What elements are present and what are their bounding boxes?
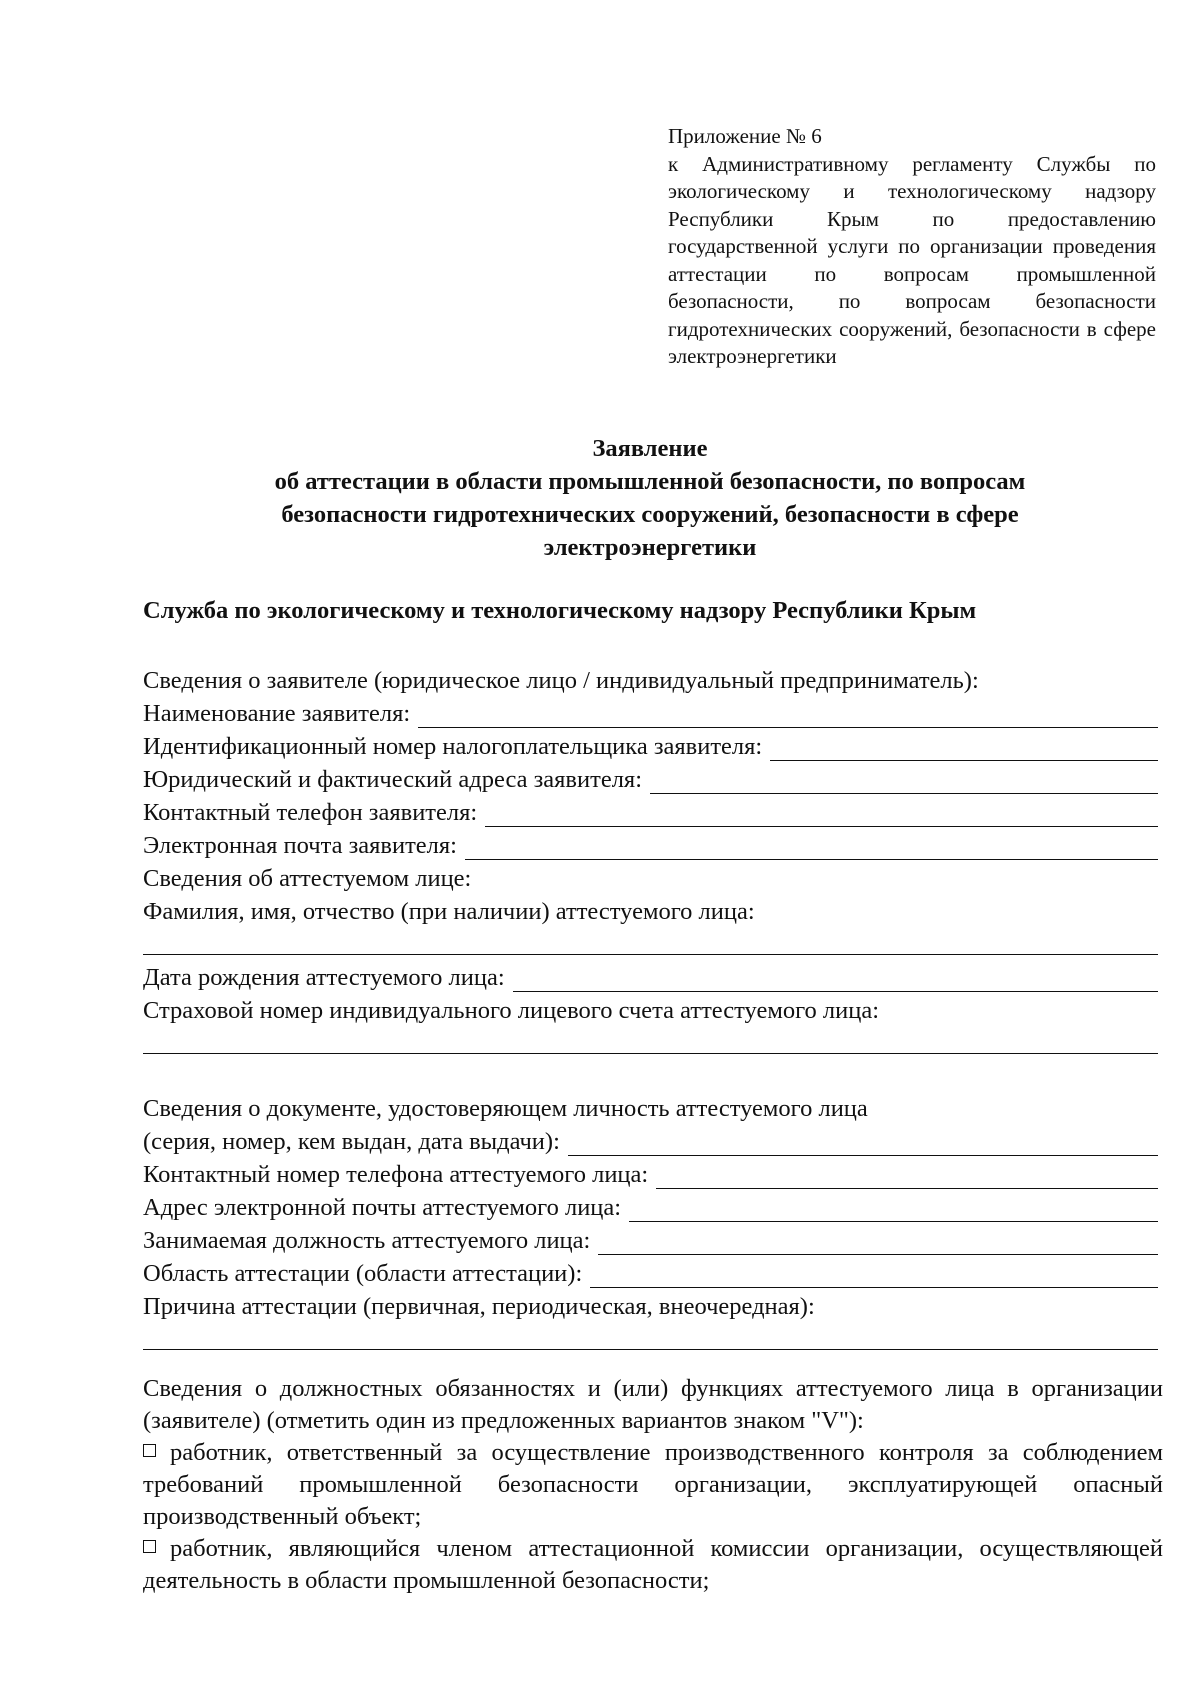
title-line-4: электроэнергетики — [543, 534, 757, 561]
applicant-heading-text: Сведения о заявителе (юридическое лицо / индивидуальный предприниматель): — [143, 667, 979, 694]
person-area-blank[interactable] — [590, 1265, 1158, 1288]
applicant-address-field[interactable] — [143, 761, 1158, 794]
agency-name: Служба по экологическому и технологическому надзору Республики Крым — [143, 597, 977, 624]
person-reason-field[interactable] — [143, 1321, 1158, 1354]
appendix-number: Приложение № 6 — [668, 124, 822, 148]
appendix-reference: к Административному регламенту Службы по экологическому и технологическому надзору Республики Крым по предоставлению государственной услуги по организации проведения аттестации по вопросам промышленной безопасности, по вопросам безопасности гидротехнических сооружений, безопасности в сфере электроэнергетики — [668, 151, 1156, 368]
title-line-1: Заявление — [592, 435, 708, 462]
applicant-email-blank[interactable] — [465, 837, 1158, 860]
applicant-phone-field[interactable] — [143, 794, 1158, 827]
person-reason-label: Причина аттестации (первичная, периодическая, внеочередная): — [143, 1293, 815, 1320]
person-fio-field[interactable] — [143, 926, 1158, 959]
applicant-heading — [143, 662, 1158, 695]
applicant-name-field[interactable] — [143, 695, 1158, 728]
person-snils-label: Страховой номер индивидуального лицевого счета аттестуемого лица: — [143, 997, 880, 1024]
person-email-field[interactable] — [143, 1189, 1158, 1222]
duty-option-1[interactable] — [143, 1437, 1163, 1533]
person-doc-blank[interactable] — [568, 1133, 1158, 1156]
applicant-name-label: Наименование заявителя: — [143, 700, 411, 727]
duties-intro: Сведения о должностных обязанностях и (или) функциях аттестуемого лица в организации (заявителе) (отметить один из предложенных вариантов знаком "V"): — [143, 1375, 1163, 1434]
checkbox-icon[interactable] — [143, 1540, 156, 1553]
application-form — [143, 662, 1158, 1354]
applicant-address-label: Юридический и фактический адреса заявителя: — [143, 766, 642, 793]
person-doc-label-row — [143, 1090, 1158, 1123]
applicant-email-label: Электронная почта заявителя: — [143, 832, 457, 859]
applicant-phone-label: Контактный телефон заявителя: — [143, 799, 478, 826]
applicant-inn-label: Идентификационный номер налогоплательщика заявителя: — [143, 733, 763, 760]
person-doc-label-2: (серия, номер, кем выдан, дата выдачи): — [143, 1128, 560, 1155]
person-position-blank[interactable] — [598, 1232, 1158, 1255]
document-title — [130, 432, 1170, 564]
person-phone-blank[interactable] — [656, 1166, 1158, 1189]
applicant-email-field[interactable] — [143, 827, 1158, 860]
person-phone-field[interactable] — [143, 1156, 1158, 1189]
duty-option-2[interactable] — [143, 1533, 1163, 1597]
title-line-2: об аттестации в области промышленной безопасности, по вопросам — [274, 468, 1026, 495]
person-reason-blank[interactable] — [143, 1321, 1158, 1350]
person-snils-field[interactable] — [143, 1025, 1158, 1058]
person-area-label: Область аттестации (области аттестации): — [143, 1260, 583, 1287]
person-email-blank[interactable] — [629, 1199, 1158, 1222]
applicant-inn-field[interactable] — [143, 728, 1158, 761]
applicant-address-blank[interactable] — [650, 771, 1158, 794]
applicant-inn-blank[interactable] — [770, 738, 1158, 761]
person-area-field[interactable] — [143, 1255, 1158, 1288]
person-email-label: Адрес электронной почты аттестуемого лица: — [143, 1194, 622, 1221]
person-reason-label-row — [143, 1288, 1158, 1321]
duties-section — [143, 1373, 1163, 1597]
person-birth-blank[interactable] — [513, 969, 1158, 992]
person-fio-label: Фамилия, имя, отчество (при наличии) аттестуемого лица: — [143, 898, 755, 925]
duty-option-2-text: работник, являющийся членом аттестационной комиссии организации, осуществляющей деятельность в области промышленной безопасности; — [143, 1535, 1163, 1594]
duty-option-1-text: работник, ответственный за осуществление производственного контроля за соблюдением требований промышленной безопасности организации, эксплуатирующей опасный производственный объект; — [143, 1439, 1163, 1530]
applicant-name-blank[interactable] — [418, 705, 1158, 728]
applicant-phone-blank[interactable] — [485, 804, 1158, 827]
person-position-label: Занимаемая должность аттестуемого лица: — [143, 1227, 591, 1254]
appendix-note — [668, 123, 1156, 371]
person-snils-label-row — [143, 992, 1158, 1025]
person-position-field[interactable] — [143, 1222, 1158, 1255]
person-fio-label-row — [143, 893, 1158, 926]
person-birth-field[interactable] — [143, 959, 1158, 992]
person-doc-label-1: Сведения о документе, удостоверяющем личность аттестуемого лица — [143, 1095, 868, 1122]
title-line-3: безопасности гидротехнических сооружений, безопасности в сфере — [281, 501, 1019, 528]
person-fio-blank[interactable] — [143, 926, 1158, 955]
person-doc-field[interactable] — [143, 1123, 1158, 1156]
checkbox-icon[interactable] — [143, 1444, 156, 1457]
form-spacer — [143, 1058, 1158, 1090]
person-birth-label: Дата рождения аттестуемого лица: — [143, 964, 505, 991]
person-heading-text: Сведения об аттестуемом лице: — [143, 865, 472, 892]
person-snils-blank[interactable] — [143, 1025, 1158, 1054]
person-heading — [143, 860, 1158, 893]
person-phone-label: Контактный номер телефона аттестуемого лица: — [143, 1161, 649, 1188]
